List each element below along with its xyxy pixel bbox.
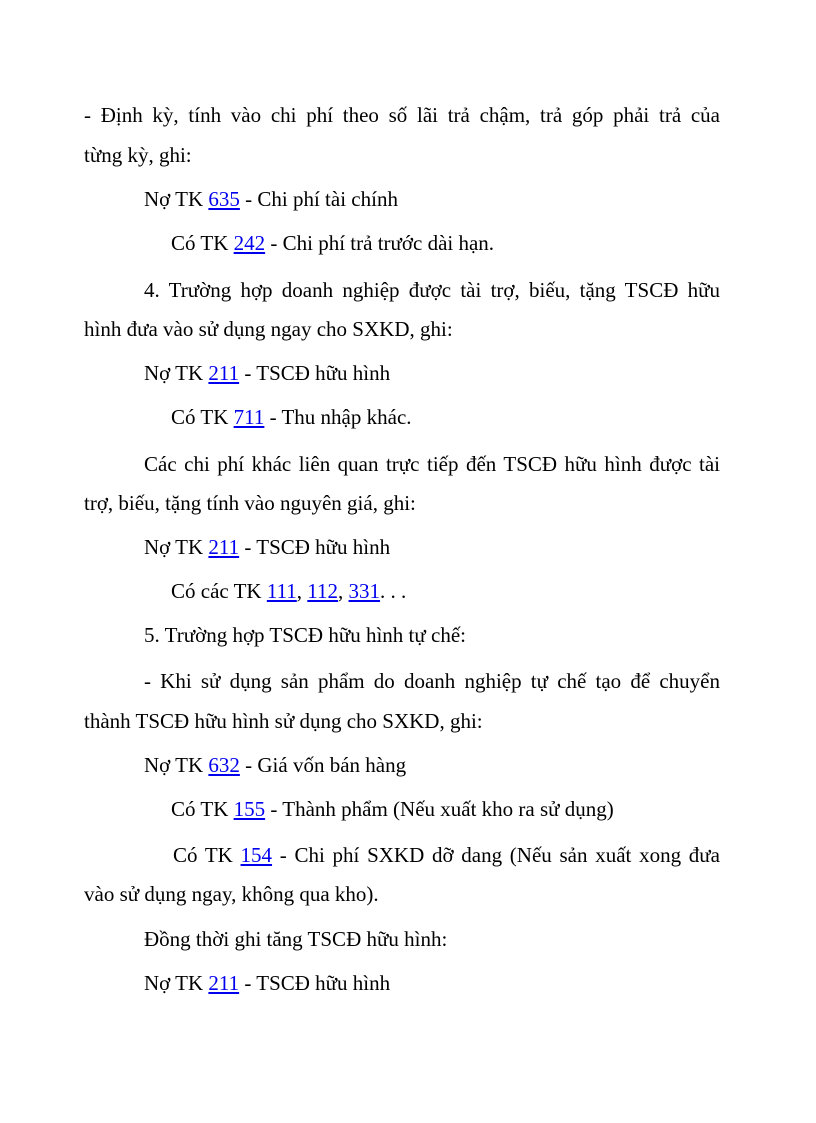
debit-entry [144,533,390,561]
account-link-154[interactable]: 154 [240,843,273,867]
paragraph-line: thành TSCĐ hữu hình sử dụng cho SXKD, ghi: [84,709,483,733]
credit-entry [171,229,494,257]
credit-entry [171,577,406,605]
entry-prefix: Nợ TK [144,187,209,211]
section-heading: 5. Trường hợp TSCĐ hữu hình tự chế: [144,623,467,647]
paragraph-line: Đồng thời ghi tăng TSCĐ hữu hình: [144,927,448,951]
entry-prefix: Nợ TK [144,753,209,777]
entry-prefix: Có các TK [171,579,267,603]
credit-entry [173,841,720,869]
entry-suffix: - Chi phí trả trước dài hạn. [265,231,495,255]
entry-prefix: Nợ TK [144,971,209,995]
debit-entry [144,359,390,387]
entry-suffix: - Chi phí SXKD dỡ dang (Nếu sản xuất xong đưa [272,843,720,867]
paragraph-line: trợ, biếu, tặng tính vào nguyên giá, ghi: [84,491,416,515]
paragraph-line: - Định kỳ, tính vào chi phí theo số lãi trả chậm, trả góp phải trả của [84,103,720,127]
credit-entry [171,403,412,431]
entry-prefix: Nợ TK [144,535,209,559]
account-link-635[interactable]: 635 [208,187,240,211]
entry-suffix: - Giá vốn bán hàng [239,753,407,777]
entry-suffix: - Chi phí tài chính [239,187,398,211]
account-link-155[interactable]: 155 [233,797,266,821]
entry-suffix: - TSCĐ hữu hình [239,535,391,559]
paragraph-line: - Khi sử dụng sản phẩm do doanh nghiệp tự chế tạo để chuyển [144,669,720,693]
paragraph-line: vào sử dụng ngay, không qua kho). [84,882,379,906]
credit-entry [171,795,614,823]
entry-suffix: - Thu nhập khác. [264,405,412,429]
entry-suffix: - Thành phẩm (Nếu xuất kho ra sử dụng) [265,797,614,821]
account-link-112[interactable]: 112 [307,579,339,603]
account-link-242[interactable]: 242 [233,231,266,255]
paragraph-line: hình đưa vào sử dụng ngay cho SXKD, ghi: [84,317,453,341]
debit-entry [144,185,398,213]
account-link-111[interactable]: 111 [266,579,297,603]
account-link-632[interactable]: 632 [208,753,240,777]
account-link-211[interactable]: 211 [208,535,240,559]
account-link-711[interactable]: 711 [233,405,265,429]
entry-suffix: - TSCĐ hữu hình [239,361,391,385]
debit-entry [144,969,390,997]
entry-prefix: Có TK [171,797,234,821]
account-link-211[interactable]: 211 [208,971,240,995]
entry-suffix: . . . [380,579,407,603]
entry-prefix: Có TK [173,843,241,867]
entry-prefix: Nợ TK [144,361,209,385]
entry-prefix: Có TK [171,231,234,255]
separator: , [338,579,349,603]
account-link-331[interactable]: 331 [348,579,381,603]
separator: , [296,579,308,603]
paragraph-line: Các chi phí khác liên quan trực tiếp đến TSCĐ hữu hình được tài [144,452,720,476]
entry-prefix: Có TK [171,405,234,429]
entry-suffix: - TSCĐ hữu hình [239,971,391,995]
debit-entry [144,751,406,779]
account-link-211[interactable]: 211 [208,361,240,385]
paragraph-line: từng kỳ, ghi: [84,143,192,167]
paragraph-line: 4. Trường hợp doanh nghiệp được tài trợ, biếu, tặng TSCĐ hữu [144,278,720,302]
